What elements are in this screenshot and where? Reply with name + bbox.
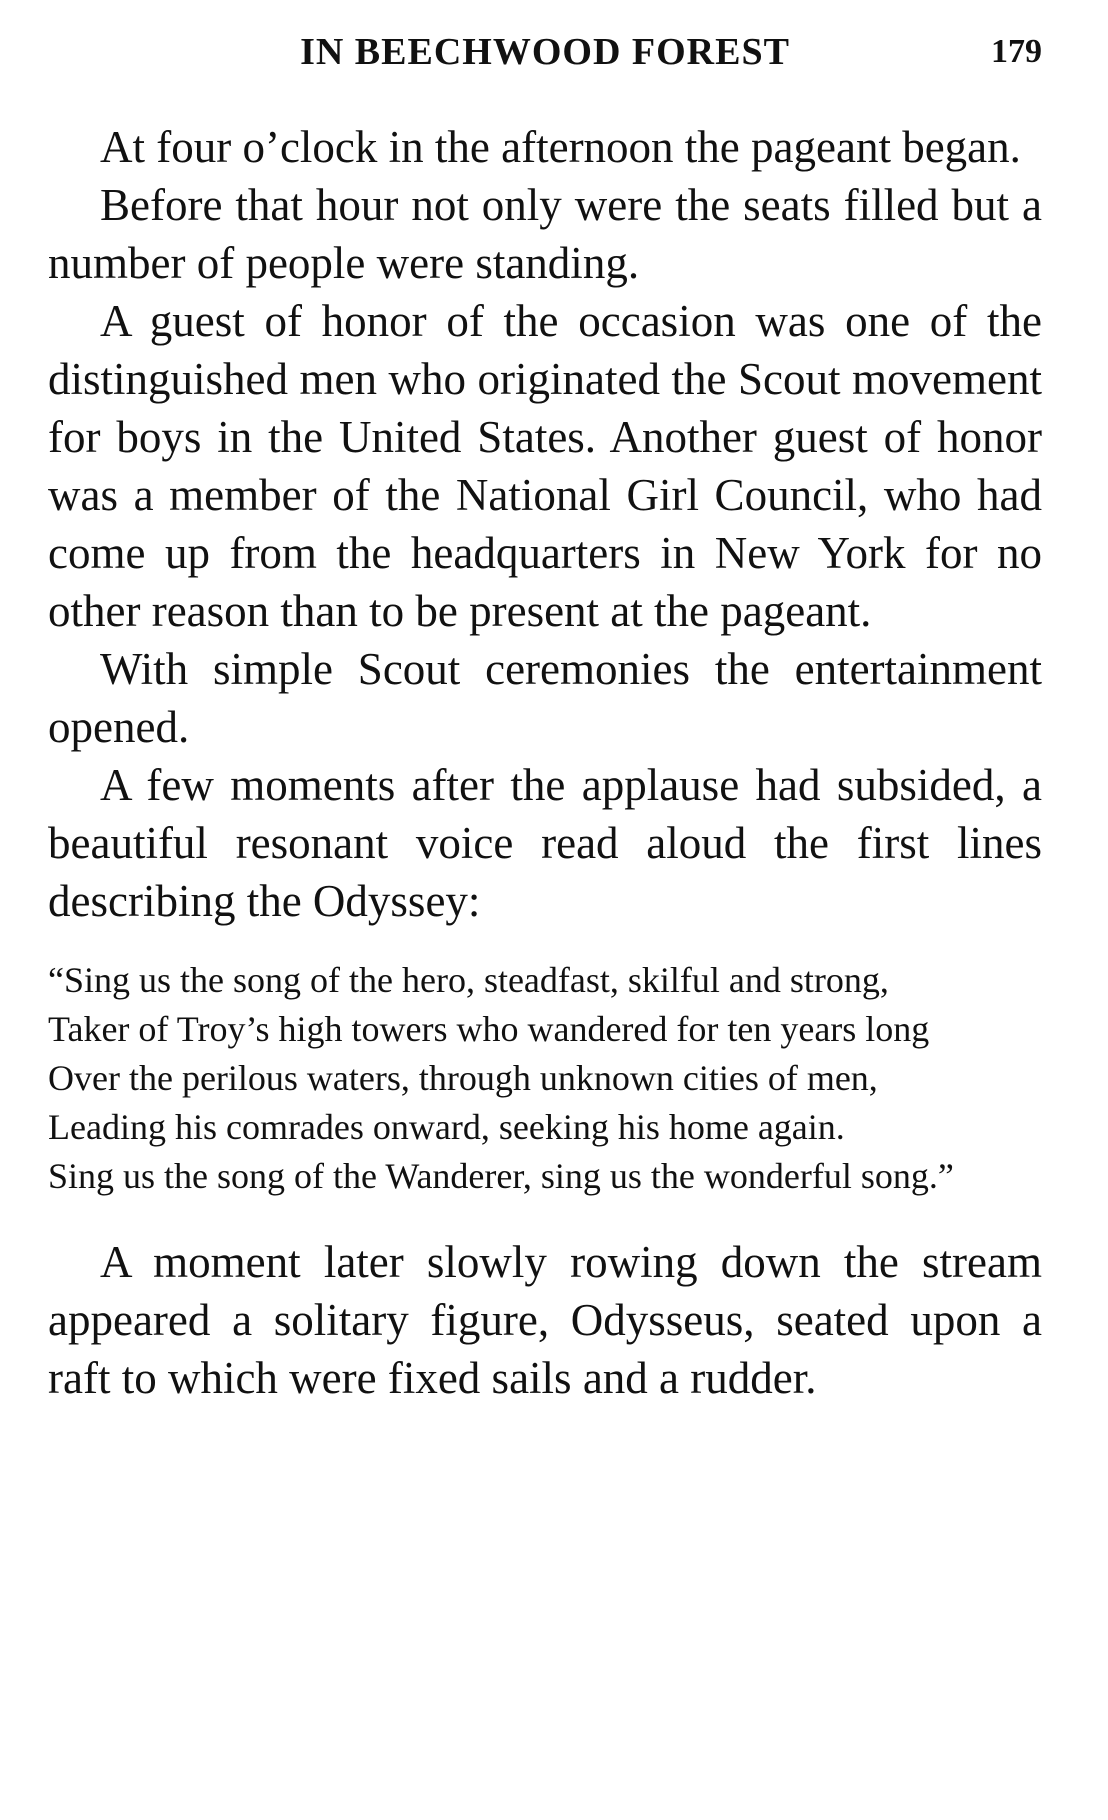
running-head	[48, 22, 1042, 82]
verse-line: Taker of Troy’s high towers who wandered for ten years long	[48, 1009, 930, 1049]
page-number: 179	[991, 33, 1042, 70]
paragraph-resonant-voice: A few moments after the applause had subsided, a beautiful resonant voice read aloud the first lines describing the Odyssey:	[48, 760, 1042, 926]
running-title: IN BEECHWOOD FOREST	[300, 31, 790, 73]
paragraph-seats-filled: Before that hour not only were the seats filled but a number of people were standing.	[48, 180, 1042, 288]
paragraph-pageant-began: At four o’clock in the afternoon the pageant began.	[100, 122, 1021, 172]
verse-line: Sing us the song of the Wanderer, sing us the wonderful song.”	[48, 1156, 954, 1196]
verse-line: Leading his comrades onward, seeking his home again.	[48, 1107, 845, 1147]
paragraph-ceremonies: With simple Scout ceremonies the entertainment opened.	[48, 644, 1042, 752]
paragraph-guests-of-honor: A guest of honor of the occasion was one of the distinguished men who originated the Scout movement for boys in the United States. Another guest of honor was a member of the National Girl Council, who had come up from the headquarters in New York for no other reason than to be present at the pageant.	[48, 296, 1042, 636]
verse-line: “Sing us the song of the hero, steadfast, skilful and strong,	[48, 960, 889, 1000]
paragraph-odysseus-raft: A moment later slowly rowing down the stream appeared a solitary figure, Odysseus, seated upon a raft to which were fixed sails and a rudder.	[48, 1237, 1042, 1403]
odyssey-verse	[48, 956, 1042, 1201]
verse-line: Over the perilous waters, through unknown cities of men,	[48, 1058, 878, 1098]
body-text	[48, 118, 1042, 1407]
